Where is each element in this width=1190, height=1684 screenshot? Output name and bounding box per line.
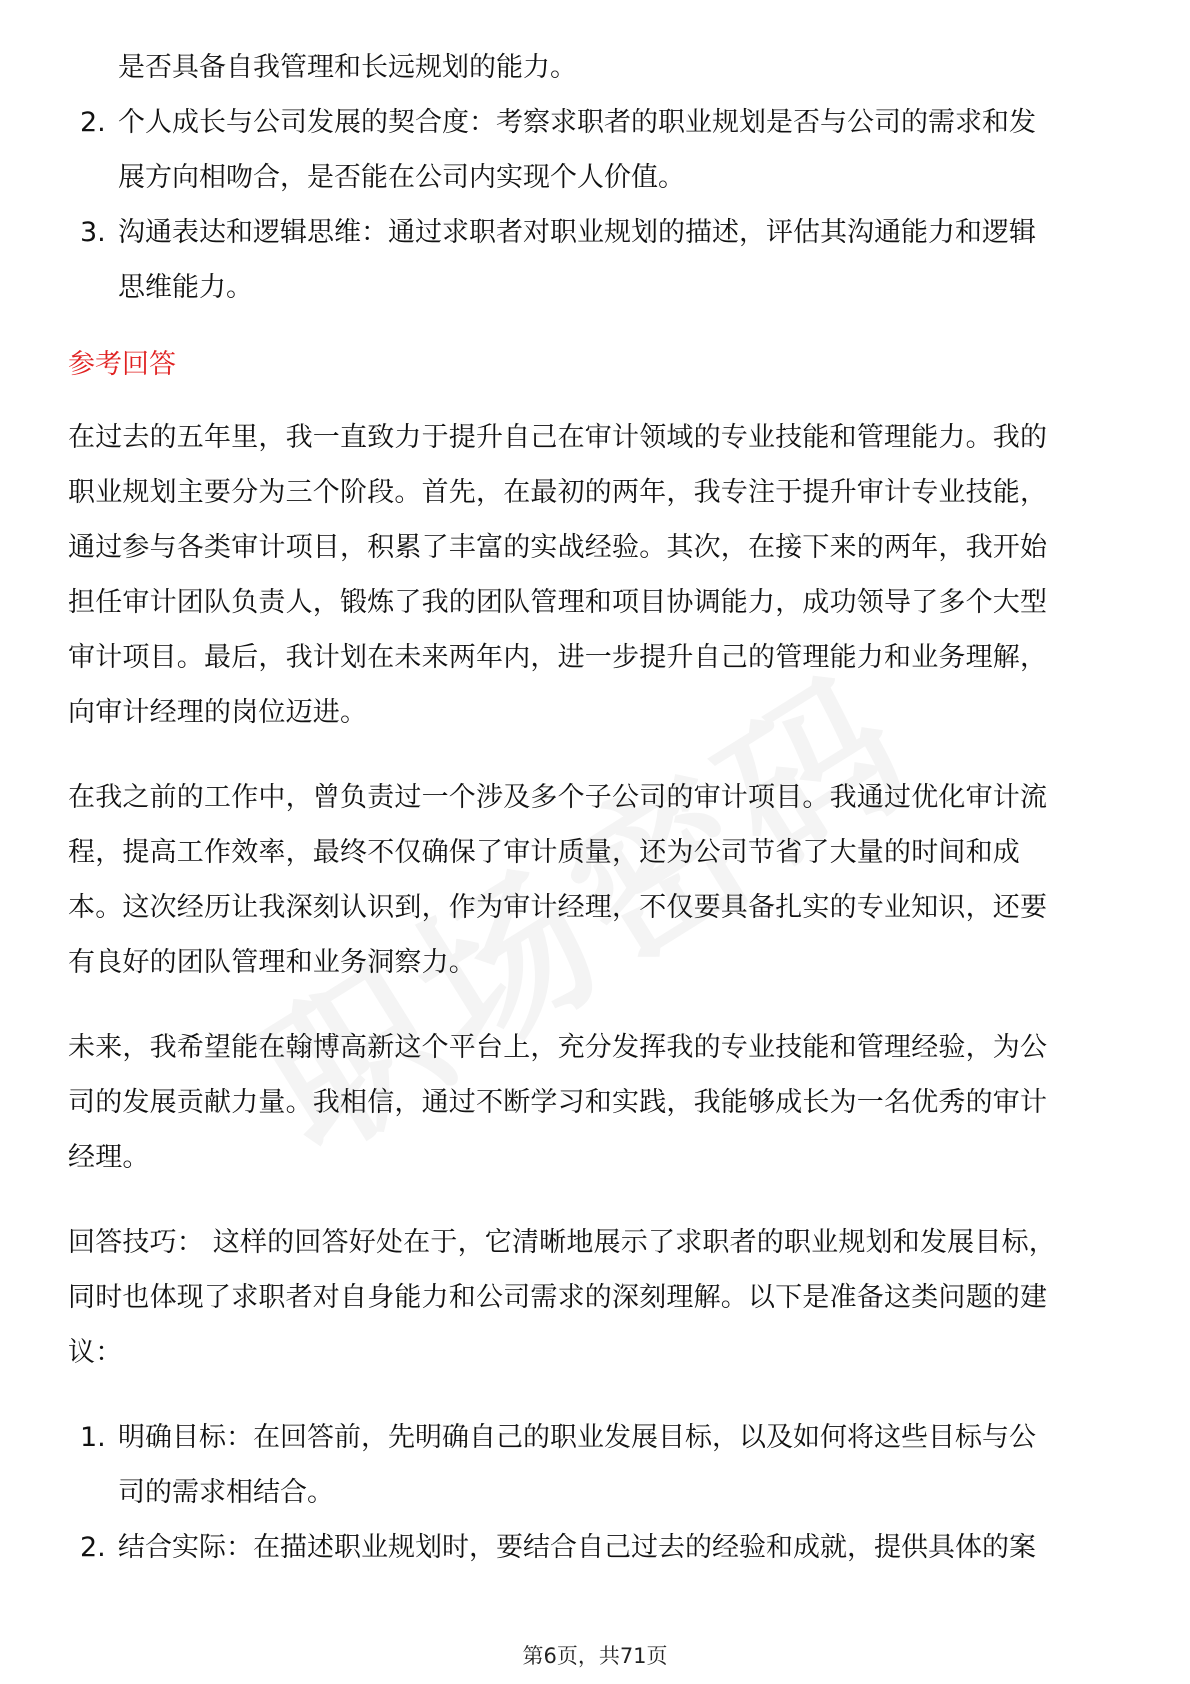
list-item-text: 结合实际：在描述职业规划时，要结合自己过去的经验和成就，提供具体的案 xyxy=(118,1532,1036,1563)
page-number: 第6页，共71页 xyxy=(522,1644,668,1668)
list-number: 1. xyxy=(80,1422,106,1453)
paragraph-line: 议： xyxy=(68,1337,123,1368)
paragraph-line: 担任审计团队负责人，锻炼了我的团队管理和项目协调能力，成功领导了多个大型 xyxy=(68,587,1048,618)
answer-paragraph-3 xyxy=(68,1020,1118,1185)
paragraph-line: 有良好的团队管理和业务洞察力。 xyxy=(68,947,476,978)
list-item xyxy=(68,1410,1118,1465)
list-item-text: 明确目标：在回答前，先明确自己的职业发展目标，以及如何将这些目标与公 xyxy=(118,1422,1036,1453)
paragraph-line: 向审计经理的岗位迈进。 xyxy=(68,697,368,728)
list-number: 2. xyxy=(80,107,106,138)
answer-paragraph-1 xyxy=(68,410,1118,740)
tips-paragraph xyxy=(68,1215,1118,1380)
list-number: 3. xyxy=(80,217,106,248)
list-item xyxy=(68,95,1118,150)
paragraph-line: 通过参与各类审计项目，积累了丰富的实战经验。其次，在接下来的两年，我开始 xyxy=(68,532,1048,563)
section-heading: 参考回答 xyxy=(68,349,176,380)
list-number: 2. xyxy=(80,1532,106,1563)
list-item-text: 个人成长与公司发展的契合度：考察求职者的职业规划是否与公司的需求和发 xyxy=(118,107,1036,138)
paragraph-line: 审计项目。最后，我计划在未来两年内，进一步提升自己的管理能力和业务理解， xyxy=(68,642,1048,673)
paragraph-line: 在我之前的工作中，曾负责过一个涉及多个子公司的审计项目。我通过优化审计流 xyxy=(68,782,1048,813)
paragraph-line: 职业规划主要分为三个阶段。首先，在最初的两年，我专注于提升审计专业技能， xyxy=(68,477,1048,508)
paragraph-line: 未来，我希望能在翰博高新这个平台上，充分发挥我的专业技能和管理经验，为公 xyxy=(68,1032,1048,1063)
criteria-list xyxy=(68,95,1118,315)
paragraph-line: 在过去的五年里，我一直致力于提升自己在审计领域的专业技能和管理能力。我的 xyxy=(68,422,1048,453)
list-item xyxy=(68,1520,1118,1575)
list-item-text-continued: 司的需求相结合。 xyxy=(118,1477,334,1508)
answer-paragraph-2 xyxy=(68,770,1118,990)
list-item-continuation: 是否具备自我管理和长远规划的能力。 xyxy=(118,52,577,83)
list-item-text-continued: 展方向相吻合，是否能在公司内实现个人价值。 xyxy=(118,162,685,193)
paragraph-line: 本。这次经历让我深刻认识到，作为审计经理，不仅要具备扎实的专业知识，还要 xyxy=(68,892,1048,923)
paragraph-line: 同时也体现了求职者对自身能力和公司需求的深刻理解。以下是准备这类问题的建 xyxy=(68,1282,1048,1313)
paragraph-line: 司的发展贡献力量。我相信，通过不断学习和实践，我能够成长为一名优秀的审计 xyxy=(68,1087,1048,1118)
list-item-text: 沟通表达和逻辑思维：通过求职者对职业规划的描述，评估其沟通能力和逻辑 xyxy=(118,217,1036,248)
tips-list xyxy=(68,1410,1118,1575)
page-content xyxy=(68,40,1118,1575)
paragraph-line: 经理。 xyxy=(68,1142,150,1173)
paragraph-line: 回答技巧： 这样的回答好处在于，它清晰地展示了求职者的职业规划和发展目标， xyxy=(68,1227,1056,1258)
paragraph-line: 程，提高工作效率，最终不仅确保了审计质量，还为公司节省了大量的时间和成 xyxy=(68,837,1020,868)
list-item-text-continued: 思维能力。 xyxy=(118,272,253,303)
list-item xyxy=(68,205,1118,260)
